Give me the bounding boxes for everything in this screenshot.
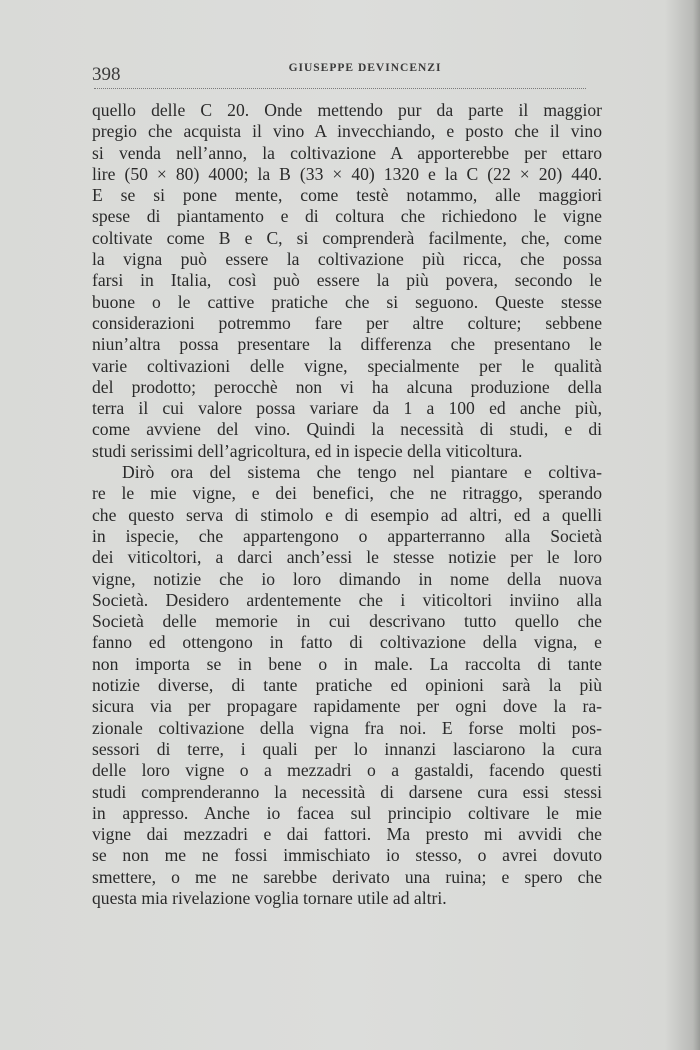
text-line: sicura via per propagare rapidamente per ogni dove la ra- <box>92 696 602 717</box>
text-line: questa mia rivelazione voglia tornare utile ad altri. <box>92 887 447 908</box>
text-line: del prodotto; perocchè non vi ha alcuna produzione della <box>92 376 602 397</box>
text-line: buone o le cattive pratiche che si seguono. Queste stesse <box>92 291 602 312</box>
text-line: terra il cui valore possa variare da 1 a 100 ed anche più, <box>92 398 602 419</box>
text-line: E se si pone mente, come testè notammo, alle maggiori <box>92 185 602 206</box>
text-line: in ispecie, che appartengono o apparterranno alla Società <box>92 525 602 546</box>
text-line: studi serissimi dell’agricoltura, ed in ispecie della viticoltura. <box>92 440 523 461</box>
text-line: non importa se in bene o in male. La raccolta di tante <box>92 653 602 674</box>
text-line: sessori di terre, i quali per lo innanzi lasciarono la cura <box>92 738 602 759</box>
text-line: farsi in Italia, così può essere la più povera, secondo le <box>92 270 602 291</box>
text-line: vigne, notizie che io loro dimando in nome della nuova <box>92 568 602 589</box>
text-line: notizie diverse, di tante pratiche ed opinioni sarà la più <box>92 675 602 696</box>
text-line: dei viticoltori, a darci anch’essi le stesse notizie per le loro <box>92 547 602 568</box>
text-line: considerazioni potremmo fare per altre colture; sebbene <box>92 312 602 333</box>
text-line: smettere, o me ne sarebbe derivato una ruina; e spero che <box>92 866 602 887</box>
text-line: zionale coltivazione della vigna fra noi. E forse molti pos- <box>92 717 602 738</box>
text-line: delle loro vigne o a mezzadri o a gastaldi, facendo questi <box>92 760 602 781</box>
text-line: spese di piantamento e di coltura che richiedono le vigne <box>92 206 602 227</box>
text-line: varie coltivazioni delle vigne, specialmente per le qualità <box>92 355 602 376</box>
text-line: coltivate come B e C, si comprenderà facilmente, che, come <box>92 227 602 248</box>
text-line: quello delle C 20. Onde mettendo pur da parte il maggior <box>92 100 602 120</box>
text-line: come avviene del vino. Quindi la necessità di studi, e di <box>92 419 602 440</box>
text-line: re le mie vigne, e dei benefici, che ne ritraggo, sperando <box>92 483 602 504</box>
text-line: la vigna può essere la coltivazione più ricca, che possa <box>92 249 602 270</box>
running-head: GIUSEPPE DEVINCENZI <box>288 62 442 74</box>
text-line: in appresso. Anche io facea sul principio coltivare le mie <box>92 802 602 823</box>
text-line: niun’altra possa presentare la differenza che presentano le <box>92 334 602 355</box>
text-line: studi comprenderanno la necessità di darsene cura essi stessi <box>92 781 602 802</box>
text-line: si venda nell’anno, la coltivazione A apporterebbe per ettaro <box>92 142 602 163</box>
text-line: Società. Desidero ardentemente che i viticoltori inviino alla <box>92 589 602 610</box>
text-line: che questo serva di stimolo e di esempio ad altri, ed a quelli <box>92 504 602 525</box>
paragraph <box>92 462 602 909</box>
header-rule <box>94 88 586 89</box>
text-line: Società delle memorie in cui descrivano tutto quello che <box>92 611 602 632</box>
text-line: pregio che acquista il vino A invecchiando, e posto che il vino <box>92 121 602 142</box>
text-line: lire (50 × 80) 4000; la B (33 × 40) 1320 e la C (22 × 20) 440. <box>92 163 602 184</box>
text-line: fanno ed ottengono in fatto di coltivazione della vigna, e <box>92 632 602 653</box>
text-line: Dirò ora del sistema che tengo nel piantare e coltiva- <box>122 462 602 483</box>
text-line: vigne dai mezzadri e dai fattori. Ma presto mi avvidi che <box>92 824 602 845</box>
text-line: se non me ne fossi immischiato io stesso, o avrei dovuto <box>92 845 602 866</box>
paragraph <box>92 100 602 462</box>
page-number: 398 <box>92 64 121 85</box>
body-text <box>92 100 602 909</box>
